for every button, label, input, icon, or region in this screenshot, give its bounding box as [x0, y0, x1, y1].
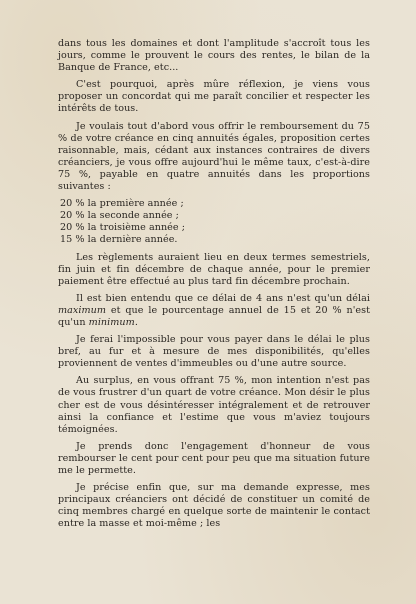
payment-schedule-list: [60, 198, 370, 246]
paragraph-5: [58, 293, 370, 329]
paragraph-6: Je ferai l'impossible pour vous payer dans le délai le plus bref, au fur et à mesure de mes disponibilités, qu'elles proviennent de ventes d'immeubles ou d'une autre source.: [58, 334, 370, 370]
paragraph-1: dans tous les domaines et dont l'amplitude s'accroît tous les jours, comme le prouvent le cours des rentes, le bilan de la Banque de France, etc...: [58, 38, 370, 74]
schedule-item: 15 % la dernière année.: [60, 234, 178, 246]
paragraph-5-part-e: .: [134, 316, 138, 328]
paragraph-8: Je prends donc l'engagement d'honneur de vous rembourser le cent pour cent pour peu que ma situation future me le permette.: [58, 440, 370, 476]
letter-body: [58, 38, 370, 535]
paragraph-7: Au surplus, en vous offrant 75 %, mon intention n'est pas de vous frustrer d'un quart de votre créance. Mon désir le plus cher est de vous désintéresser intégralement et de retrouver ainsi la confiance et l'estime que vous m'aviez toujours témoignées.: [58, 375, 370, 435]
paragraph-5-maximum: maximum: [58, 304, 107, 316]
paragraph-9: Je précise enfin que, sur ma demande expresse, mes principaux créanciers ont décidé de constituer un comité de cinq membres chargé en quelque sorte de maintenir le contact entre la masse et moi-même ; les: [58, 482, 370, 530]
paragraph-5-part-c: et que le pourcentage annuel de 15 et 20 % n'est qu'un: [58, 304, 370, 328]
schedule-item: 20 % la première année ;: [60, 198, 184, 210]
schedule-item: 20 % la troisième année ;: [60, 222, 186, 234]
paragraph-5-minimum: minimum: [88, 316, 135, 328]
schedule-item: 20 % la seconde année ;: [60, 210, 179, 222]
paragraph-3: Je voulais tout d'abord vous offrir le remboursement du 75 % de votre créance en cinq annuités égales, proposition certes raisonnable, mais, cédant aux instances contraires de divers créanciers, je vous offre aujourd'hui le même taux, c'est-à-dire 75 %, payable en quatre annuités dans les proportions suivantes :: [58, 120, 370, 193]
paragraph-2: C'est pourquoi, après mûre réflexion, je viens vous proposer un concordat qui me paraît concilier et respecter les intérêts de tous.: [58, 79, 370, 115]
paragraph-4: Les règlements auraient lieu en deux termes semestriels, fin juin et fin décembre de chaque année, pour le premier paiement être effectué au plus tard fin décembre prochain.: [58, 251, 370, 287]
paragraph-5-part-a: Il est bien entendu que ce délai de 4 ans n'est qu'un délai: [76, 292, 370, 304]
